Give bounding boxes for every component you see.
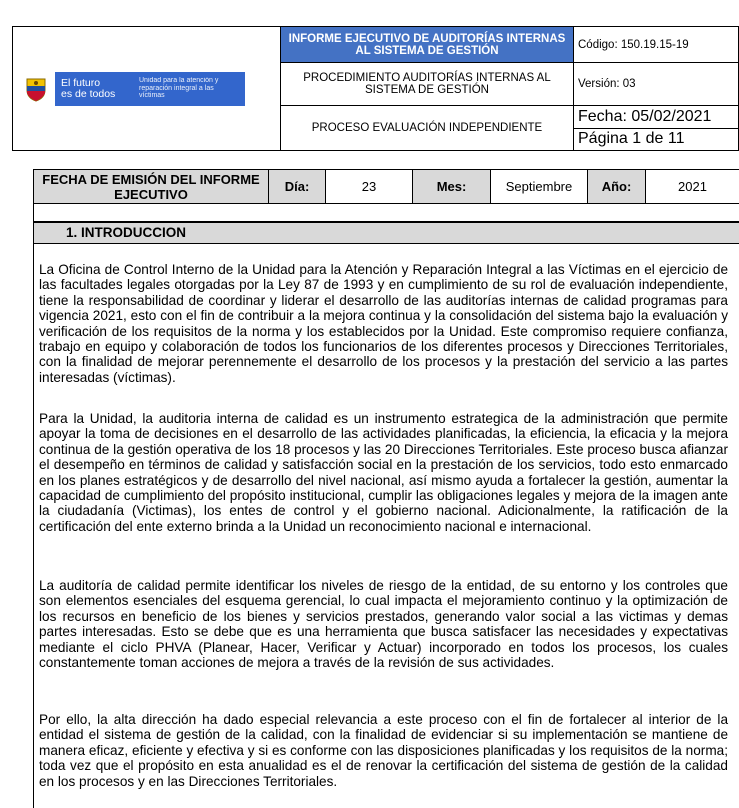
intro-paragraph-1: La Oficina de Control Interno de la Unidad para la Atención y Reparación Integral a las Víctimas en el ejercicio de las facultades legales otorgadas por la Ley 87 de 1993 y en cumplimiento de su rol de evaluación independiente, tiene la responsabilidad de coordinar y liderar el desarrollo de las auditorías internas de calidad programas para vigencia 2021, esto con el fin de contribuir a la mejora continua y la consolidación del sistema bajo la evaluación y verificación de los requisitos de la norma y los establecidos por la Unidad. Este compromiso requiere confianza, trabajo en equipo y colaboración de todos los funcionarios de los diferentes procesos y Direcciones Territoriales, con la finalidad de mejorar perennemente el desarrollo de los procesos y la prestación del servicio a las partes interesadas (víctimas). (39, 262, 728, 385)
emission-label: FECHA DE EMISIÓN DEL INFORME EJECUTIVO (34, 170, 269, 204)
logo-cell (13, 27, 281, 151)
month-label: Mes: (413, 170, 491, 204)
logo-line-1: El futuro (61, 78, 131, 89)
document-version: Versión: 03 (574, 63, 739, 106)
year-label: Año: (588, 170, 646, 204)
section-title: 1. INTRODUCCION (66, 225, 186, 240)
page-number: Página 1 de 11 (574, 128, 738, 151)
document-header (12, 26, 739, 151)
day-value: 23 (326, 170, 413, 204)
day-label: Día: (269, 170, 326, 204)
logo-tagline: Unidad para la atención y reparación integral a las víctimas (139, 77, 239, 100)
year-value: 2021 (646, 170, 739, 204)
intro-paragraph-4: Por ello, la alta dirección ha dado especial relevancia a este proceso con el fin de fortalecer al interior de la entidad el sistema de gestión de la calidad, con la finalidad de evidenciar si su implementación se mantiene de manera eficaz, eficiente y efectiva y si es conforme con las disposiciones planificadas y los requisitos de la norma; toda vez que el propósito en esta anualidad es el de renovar la certificación del sistema de gestión de la calidad en los procesos y en las Direcciones Territoriales. (39, 712, 728, 789)
date-page-cell (574, 106, 739, 151)
logo-line-2: es de todos (61, 89, 131, 100)
intro-paragraph-3: La auditoría de calidad permite identificar los niveles de riesgo de la entidad, de su entorno y los controles que son elementos esenciales del esquema gerencial, lo cual impacta el mejoramiento continuo y la optimización de los recursos en beneficio de los bienes y servicios prestados, generando valor social a las victimas y demas partes interesadas. Esto se debe que es una herramienta que busca satisfacer las necesidades y expectativas mediante el ciclo PHVA (Planear, Hacer, Verificar y Actuar) incorporado en todos los procesos, los cuales constantemente toman acciones de mejora a través de la revisión de sus actividades. (39, 578, 728, 670)
intro-paragraph-2: Para la Unidad, la auditoria interna de calidad es un instrumento estrategica de la administración que permite apoyar la toma de decisiones en el desarrollo de las actividades planificadas, la eficiencia, la eficacia y la mejora continua de la gestión operativa de los 18 procesos y las 20 Direcciones Territoriales. Este proceso busca afianzar el desempeño en términos de calidad y satisfacción social en la prestación de los servicios, todo esto enmarcado en los planes estratégicos y de desarrollo del nivel nacional, así mismo ayuda a fortalecer la gestión, aumentar la capacidad de cumplimiento del propósito institucional, cumplir las obligaciones legales y mejora de la imagen ante la ciudadanía (Victimas), los entes de control y el gobierno nacional. Adicionalmente, la ratificación de la certificación del ente externo brinda a la Unidad un reconocimiento nacional e internacional. (39, 411, 728, 534)
government-brand (55, 72, 245, 106)
report-title: INFORME EJECUTIVO DE AUDITORÍAS INTERNAS AL SISTEMA DE GESTIÓN (281, 27, 574, 63)
document-code: Código: 150.19.15-19 (574, 27, 739, 63)
section-heading (33, 222, 739, 244)
document-date: Fecha: 05/02/2021 (574, 106, 738, 128)
procedure-name: PROCEDIMIENTO AUDITORÍAS INTERNAS AL SISTEMA DE GESTIÓN (281, 63, 574, 106)
month-value: Septiembre (491, 170, 588, 204)
institution-logo (23, 71, 280, 107)
colombia-shield-icon (23, 74, 49, 104)
process-name: PROCESO EVALUACIÓN INDEPENDIENTE (281, 106, 574, 151)
emission-date-table (33, 169, 739, 204)
